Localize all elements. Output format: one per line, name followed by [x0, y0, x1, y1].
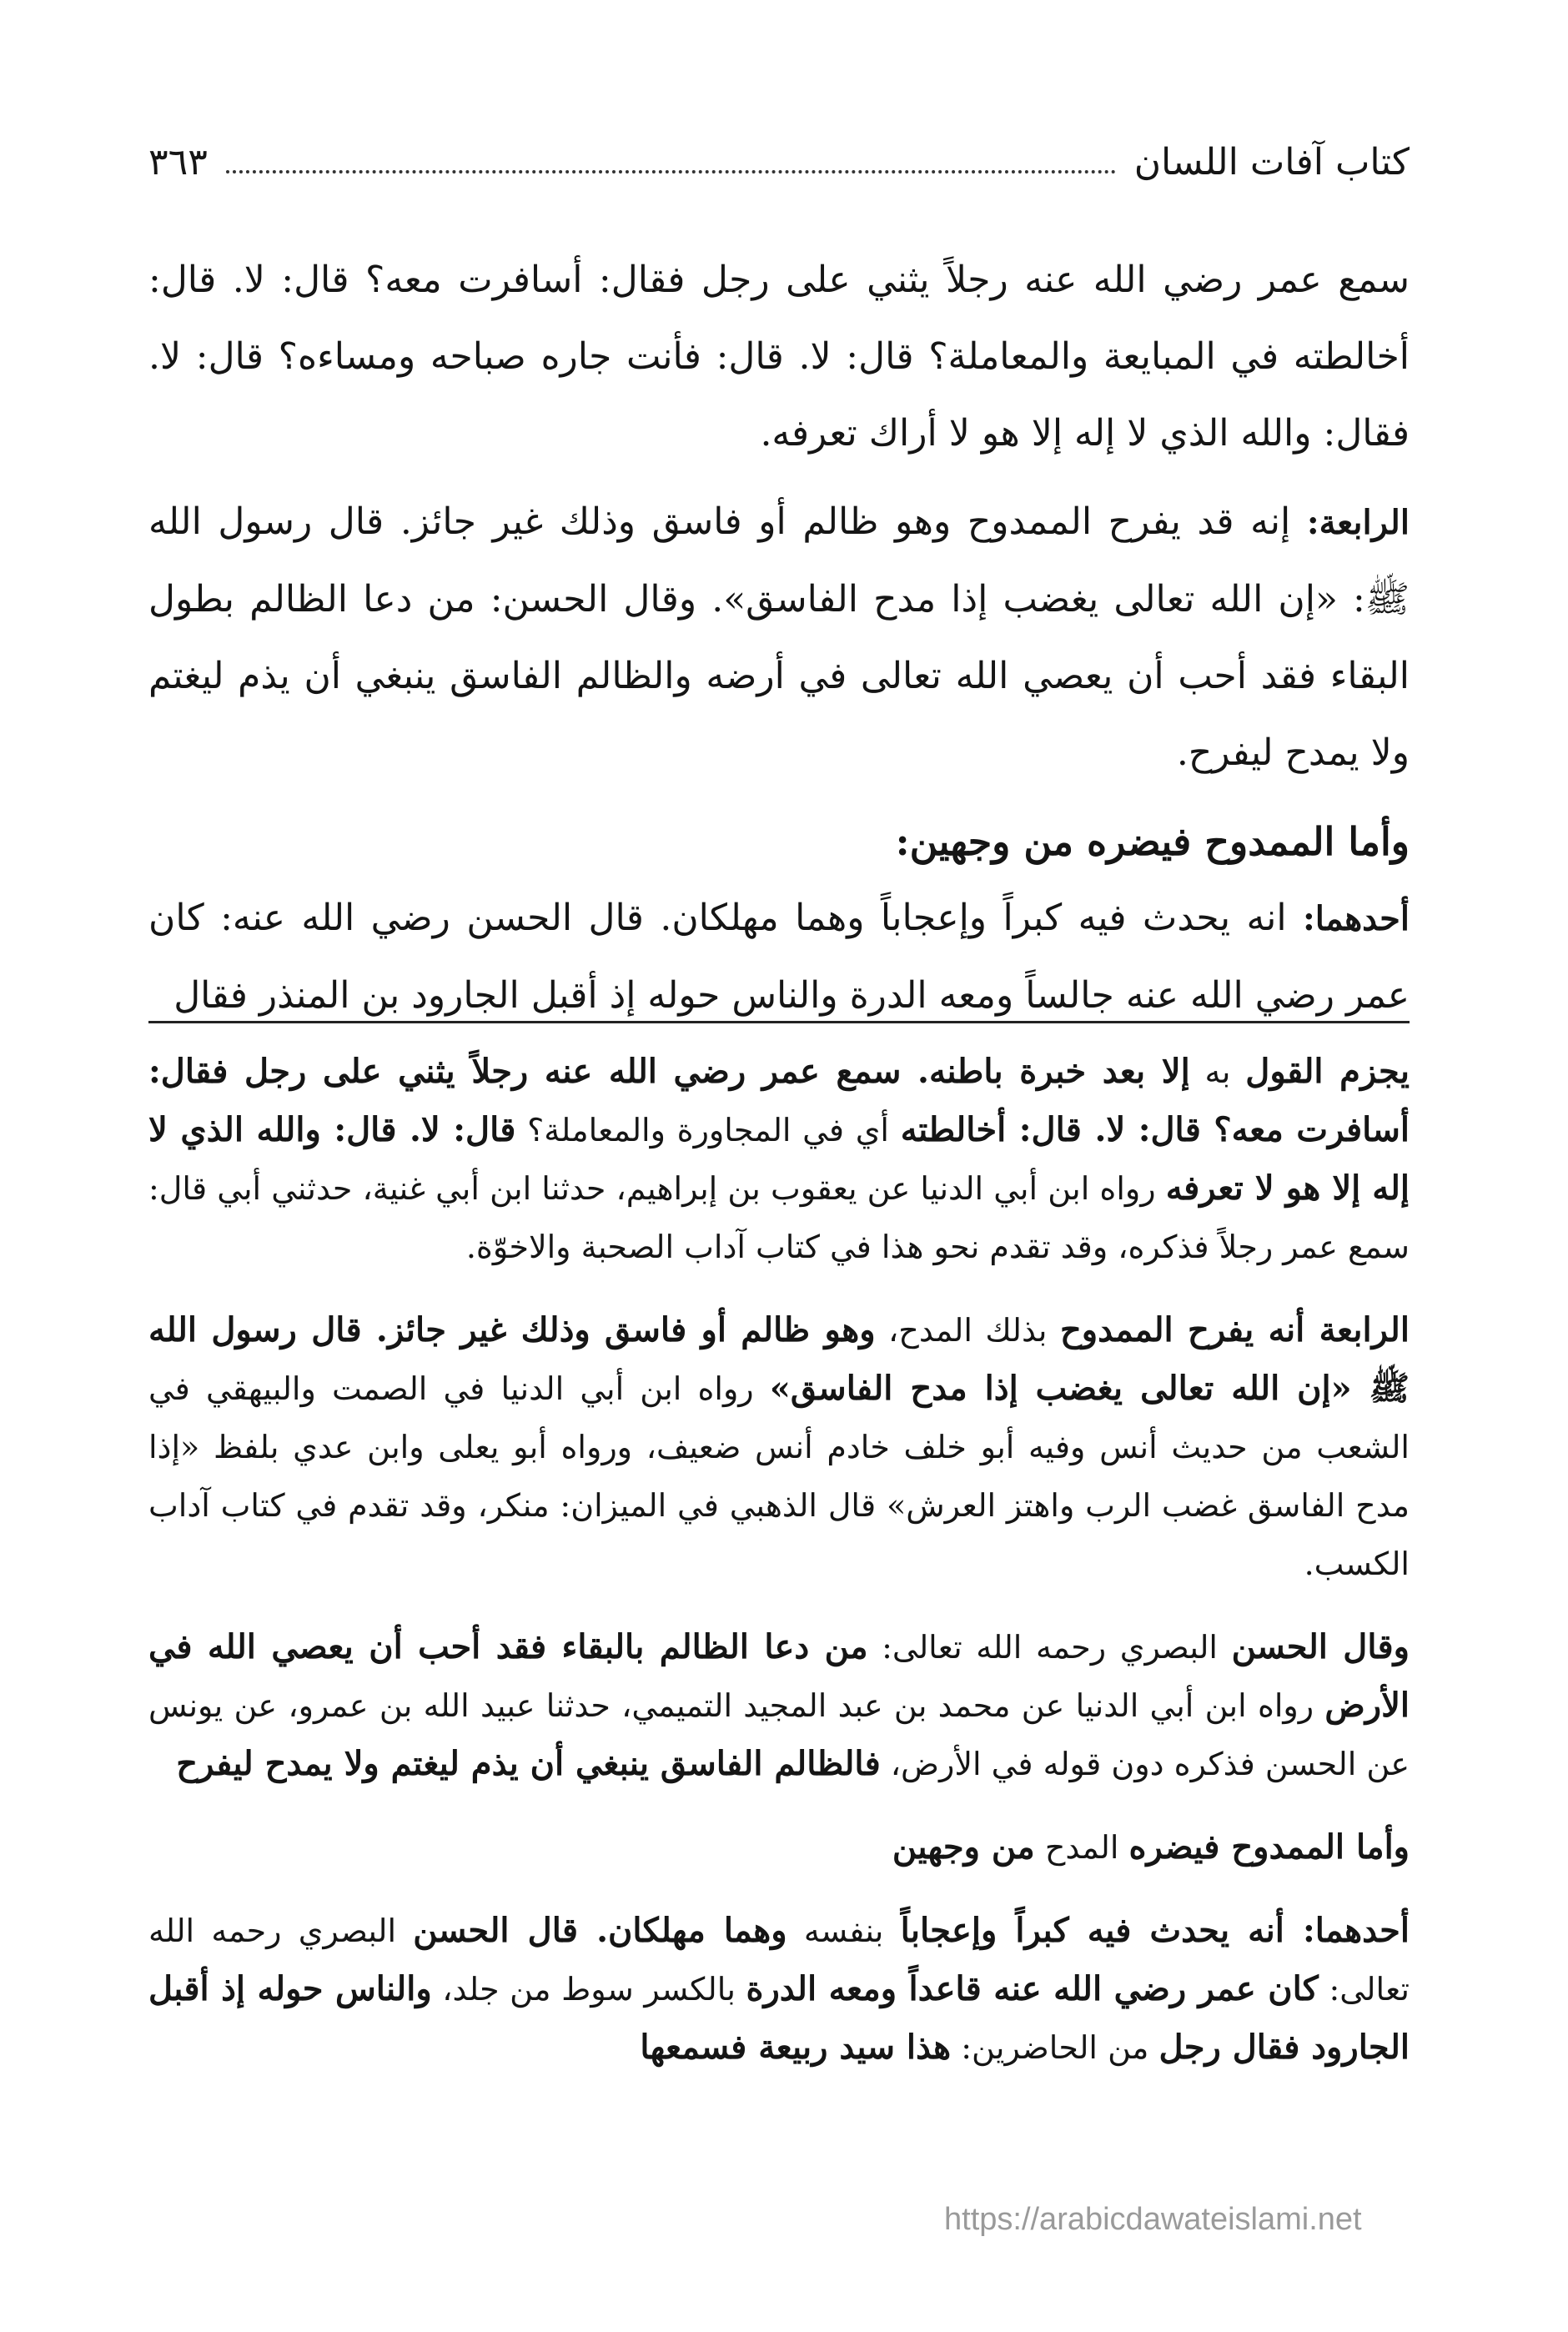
commentary-text: البصري رحمه الله تعالى: [148, 1912, 1410, 2008]
quoted-text: والناس حوله إذ أقبل الجارود فقال رجل [148, 1969, 1410, 2067]
quoted-text: وأما الممدوح فيضره [1128, 1827, 1410, 1867]
commentary-paragraph-3 [148, 1618, 1410, 1793]
quoted-text: إلا بعد خبرة باطنه. سمع عمر رضي الله عنه رجلاً يثني على رجل فقال: أسافرت معه؟ قال: لا. قال: أخالطته [148, 1052, 1410, 1149]
commentary-text: رواه ابن أبي الدنيا في الصمت والبيهقي في الشعب من حديث أنس وفيه أبو خلف خادم أنس ضعيف، ورواه أبو يعلى وابن عدي بلفظ «إذا مدح الفاسق غضب الرب واهتز العرش» قال الذهبي في الميزان: منكر، وقد تقدم في كتاب آداب الكسب. [148, 1370, 1410, 1582]
quoted-text: وهما مهلكان. قال الحسن [413, 1911, 787, 1950]
commentary-text: المدح [1044, 1829, 1119, 1866]
quoted-text: من وجهين [892, 1827, 1035, 1867]
quoted-text: يجزم القول [1245, 1052, 1410, 1091]
watermark-url: https://arabicdawateislami.net [944, 2202, 1362, 2237]
quoted-text: وقال الحسن [1231, 1627, 1410, 1666]
main-text [148, 242, 1410, 1046]
paragraph-body: إنه قد يفرح الممدوح وهو ظالم أو فاسق وذلك غير جائز. قال رسول الله ﷺ: «إن الله تعالى يغضب إذا مدح الفاسق». وقال الحسن: من دعا الظالم بطول البقاء فقد أحب أن يعصي الله تعالى في أرضه والظالم الفاسق ينبغي أن يذم ليغتم ولا يمدح ليفرح. [148, 500, 1410, 774]
commentary-text: به [1204, 1053, 1231, 1090]
commentary-paragraph-2 [148, 1301, 1410, 1593]
running-header [148, 117, 1410, 183]
commentary-text: بنفسه [803, 1912, 884, 1949]
quoted-text: الرابعة أنه يفرح الممدوح [1059, 1310, 1410, 1349]
paragraph-lead: الرابعة: [1306, 503, 1410, 542]
commentary-text: أي في المجاورة والمعاملة؟ [527, 1112, 889, 1148]
commentary-text: بالكسر سوط من جلد، [442, 1971, 736, 2008]
section-heading: وأما الممدوح فيضره من وجهين: [895, 819, 1410, 864]
commentary-paragraph-4 [148, 1818, 1410, 1877]
quoted-text: من دعا الظالم بالبقاء فقد أحب أن يعصي الله في الأرض [148, 1627, 1410, 1725]
page-number: ٣٦٣ [148, 141, 208, 183]
quoted-text: هذا سيد ربيعة فسمعها [640, 2028, 952, 2067]
book-page [148, 117, 1410, 2302]
commentary [148, 1043, 1410, 2102]
quoted-text: كان عمر رضي الله عنه قاعداً ومعه الدرة [746, 1969, 1319, 2008]
main-paragraph-1: سمع عمر رضي الله عنه رجلاً يثني على رجل فقال: أسافرت معه؟ قال: لا. قال: أخالطته في المبايعة والمعاملة؟ قال: لا. قال: فأنت جاره صباحه ومساءه؟ قال: لا. فقال: والله الذي لا إله إلا هو لا أراك تعرفه. [148, 259, 1410, 455]
commentary-paragraph-5 [148, 1902, 1410, 2077]
commentary-text: رواه ابن أبي الدنيا عن يعقوب بن إبراهيم، حدثنا ابن أبي غنية، حدثني أبي قال: سمع عمر رجلاً فذكره، وقد تقدم نحو هذا في كتاب آداب الصحبة والاخوّة. [148, 1170, 1410, 1265]
commentary-paragraph-1 [148, 1043, 1410, 1276]
commentary-text: من الحاضرين: [961, 2029, 1149, 2066]
quoted-text: أحدهما: أنه يحدث فيه كبراً وإعجاباً [900, 1911, 1410, 1950]
quoted-text: وهو ظالم أو فاسق وذلك غير جائز. قال رسول الله ﷺ «إن الله تعالى يغضب إذا مدح الفاسق» [148, 1310, 1410, 1408]
quoted-text: قال: لا. قال: والله الذي لا إله إلا هو لا تعرفه [148, 1110, 1410, 1208]
main-paragraph-3 [148, 880, 1410, 1034]
commentary-text: بذلك المدح، [888, 1312, 1048, 1349]
paragraph-lead: أحدهما: [1302, 899, 1410, 938]
paragraph-body: انه يحدث فيه كبراً وإعجاباً وهما مهلكان. قال الحسن رضي الله عنه: كان عمر رضي الله عنه جالساً ومعه الدرة والناس حوله إذ أقبل الجارود بن المنذر فقال [148, 897, 1410, 1017]
leader-dots [226, 170, 1116, 173]
main-paragraph-2 [148, 484, 1410, 792]
quoted-text: فالظالم الفاسق ينبغي أن يذم ليغتم ولا يمدح ليفرح [176, 1744, 881, 1783]
commentary-text: رواه ابن أبي الدنيا عن محمد بن عبد المجيد التميمي، حدثنا عبيد الله بن عمرو، عن يونس عن الحسن فذكره دون قوله في الأرض، [148, 1687, 1410, 1782]
commentary-text: البصري رحمه الله تعالى: [882, 1629, 1218, 1666]
book-title: كتاب آفات اللسان [1133, 141, 1410, 183]
footnote-separator [148, 1021, 1410, 1023]
